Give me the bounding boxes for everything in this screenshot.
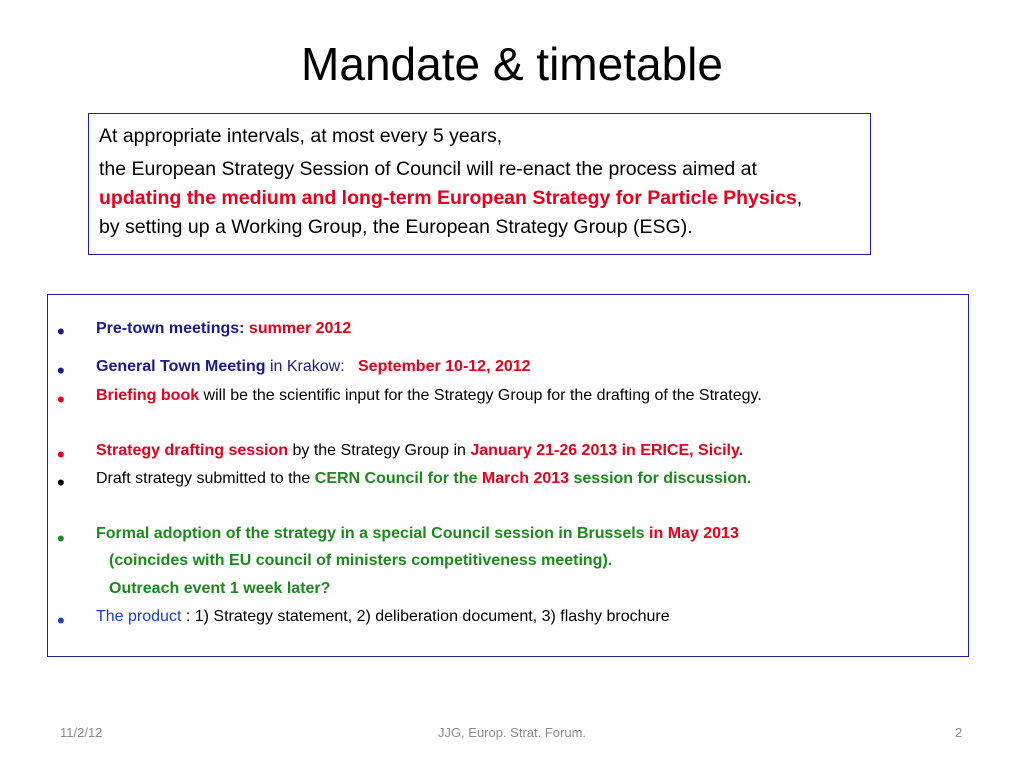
bullet-icon: • (57, 470, 65, 495)
bullet-icon: • (57, 387, 65, 412)
briefing-item (96, 385, 762, 407)
bullet-icon: • (57, 608, 65, 633)
draft-submitted-body: CERN Council for the (314, 470, 482, 487)
pretown-date: summer 2012 (248, 320, 352, 337)
mandate-line-3 (99, 184, 860, 213)
briefing-label: Briefing book (96, 387, 200, 404)
town-meeting-item (96, 356, 531, 378)
town-meeting-place: in Krakow (265, 358, 341, 375)
mandate-line-2: the European Strategy Session of Council will re-enact the process aimed at (99, 158, 757, 180)
drafting-item (96, 440, 743, 462)
bullet-icon: • (57, 526, 65, 551)
mandate-highlight: updating the medium and long-term European Strategy for Particle Physics (99, 187, 797, 209)
adoption-date: in May 2013 (644, 525, 739, 542)
draft-submitted-text: Draft strategy submitted to the (96, 470, 315, 487)
product-label: The product (96, 608, 182, 625)
mandate-comma: , (796, 187, 803, 209)
product-item (96, 606, 670, 628)
town-meeting-date: September 10-12, 2012 (358, 358, 531, 375)
town-meeting-colon: : (340, 358, 345, 375)
bullet-icon: • (57, 442, 65, 467)
footer-date: 11/2/12 (60, 725, 103, 740)
adoption-text: Formal adoption of the strategy in a special Council session in Brussels (96, 525, 645, 542)
mandate-line-4: by setting up a Working Group, the European Strategy Group (ESG). (99, 216, 693, 238)
product-text: : 1) Strategy statement, 2) deliberation document, 3) flashy brochure (181, 608, 670, 625)
mandate-line-1: At appropriate intervals, at most every 5 years, (99, 125, 503, 147)
bullet-icon: • (57, 358, 65, 383)
pretown-item (96, 318, 351, 340)
page-number: 2 (955, 725, 963, 740)
draft-submitted-date: March 2013 (481, 470, 570, 487)
bullet-icon: • (57, 319, 65, 344)
draft-submitted-tail: session for discussion. (569, 470, 752, 487)
adoption-note: (coincides with EU council of ministers competitiveness meeting). (109, 552, 613, 569)
town-meeting-label: General Town Meeting (96, 358, 266, 375)
footer-title: JJG, Europ. Strat. Forum. (437, 725, 587, 740)
pretown-label: Pre-town meetings: (96, 320, 245, 337)
adoption-item (96, 523, 739, 545)
outreach-note: Outreach event 1 week later? (109, 580, 331, 597)
slide-title: Mandate & timetable (301, 38, 723, 90)
drafting-date: January 21-26 2013 in ERICE, Sicily. (470, 442, 744, 459)
briefing-text: will be the scientific input for the Strategy Group for the drafting of the Strategy. (199, 387, 762, 404)
draft-submitted-item (96, 468, 751, 490)
schedule-box (47, 294, 969, 657)
drafting-text: by the Strategy Group in (288, 442, 471, 459)
drafting-label: Strategy drafting session (96, 442, 289, 459)
mandate-box (88, 113, 871, 255)
